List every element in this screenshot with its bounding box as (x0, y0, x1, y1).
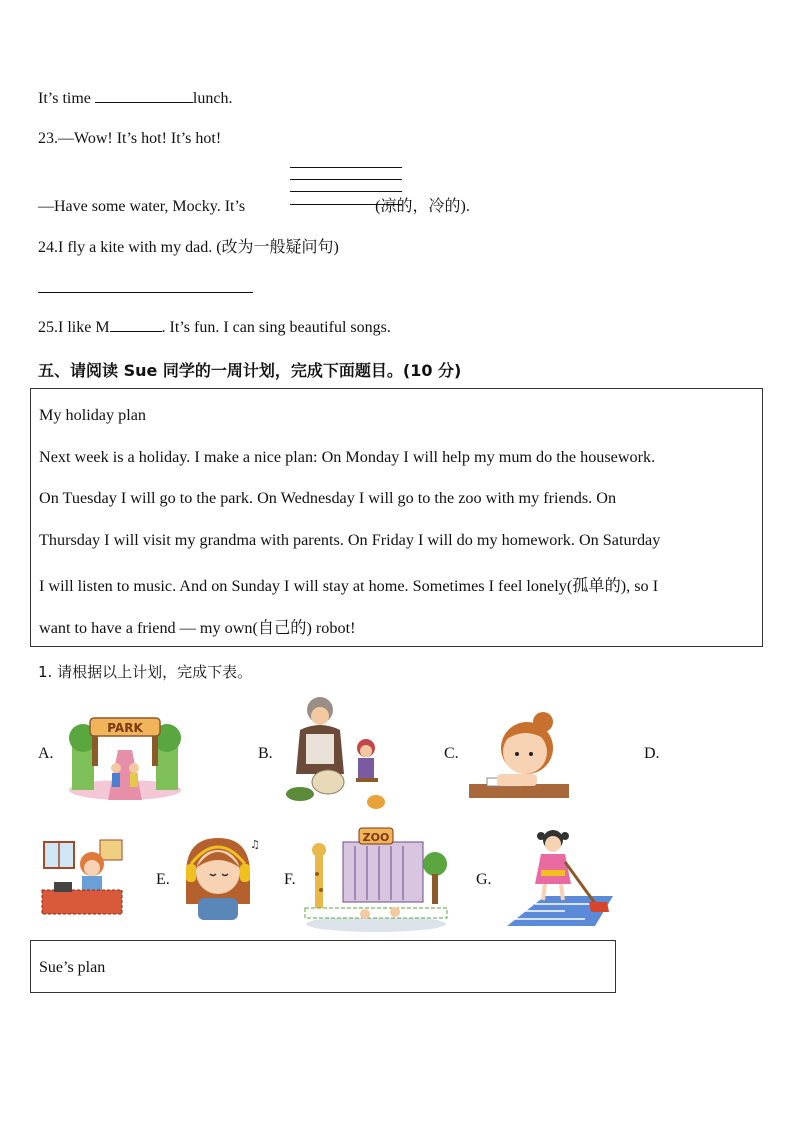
option-g-label: G. (476, 871, 492, 888)
music-picture (178, 834, 258, 922)
option-b-label: B. (258, 745, 273, 762)
zoo-sign-text: ZOO (362, 831, 390, 844)
passage-line-5: want to have a friend — my own(自己的) robot! (39, 619, 356, 637)
q24-line (38, 234, 339, 257)
passage-line-3: Thursday I will visit my grandma with parents. On Friday I will do my homework. On Saturday (39, 531, 661, 549)
q23-dialogue-2: —Have some water, Mocky. It’s (38, 198, 250, 215)
q23-number: 23. (38, 130, 58, 147)
q25-blank[interactable] (110, 317, 162, 332)
section5-heading: 五、请阅读 Sue 同学的一周计划，完成下面题目。(10 分) (38, 361, 462, 380)
grandma-picture (286, 694, 390, 810)
homework-picture (467, 708, 571, 800)
housework-picture (505, 826, 615, 930)
passage-title: My holiday plan (39, 406, 147, 424)
q24-answer-line[interactable] (38, 292, 253, 293)
q23-line2 (38, 193, 470, 216)
option-c-label: C. (444, 745, 459, 762)
q23-dialogue-1: —Wow! It’s hot! It’s hot! (58, 130, 222, 147)
task1-instruction: 1. 请根据以上计划，完成下表。 (38, 663, 253, 681)
passage-line-4: I will listen to music. And on Sunday I will stay at home. Sometimes I feel lonely(孤单的), so I (39, 577, 659, 595)
stay-home-picture (40, 838, 126, 918)
passage-line-1: Next week is a holiday. I make a nice plan: On Monday I will help my mum do the housework. (39, 448, 656, 466)
option-d-label: D. (644, 745, 660, 762)
q25-before: 25.I like M (38, 319, 110, 336)
q23-line1 (38, 130, 221, 148)
option-f-label: F. (284, 871, 296, 888)
q24-text: 24.I fly a kite with my dad. (改为一般疑问句) (38, 239, 339, 256)
passage-line-2: On Tuesday I will go to the park. On Wednesday I will go to the zoo with my friends. On (39, 489, 617, 507)
sue-plan-title: Sue’s plan (39, 959, 106, 976)
passage-box (30, 388, 763, 647)
q25-after: . It’s fun. I can sing beautiful songs. (161, 319, 391, 336)
option-a-label: A. (38, 745, 54, 762)
q25-line (38, 317, 391, 337)
svg-text:♫: ♫ (250, 838, 260, 851)
park-sign-text: PARK (107, 721, 143, 735)
q22-after: lunch. (192, 90, 233, 107)
option-e-label: E. (156, 871, 170, 888)
q22-blank[interactable] (95, 88, 193, 103)
sue-plan-table (30, 940, 616, 993)
park-picture (68, 710, 182, 800)
q22-before: It’s time (38, 90, 95, 107)
zoo-picture (305, 824, 447, 932)
q23-hint: (凉的，冷的). (371, 198, 470, 215)
q22-line (38, 88, 232, 108)
